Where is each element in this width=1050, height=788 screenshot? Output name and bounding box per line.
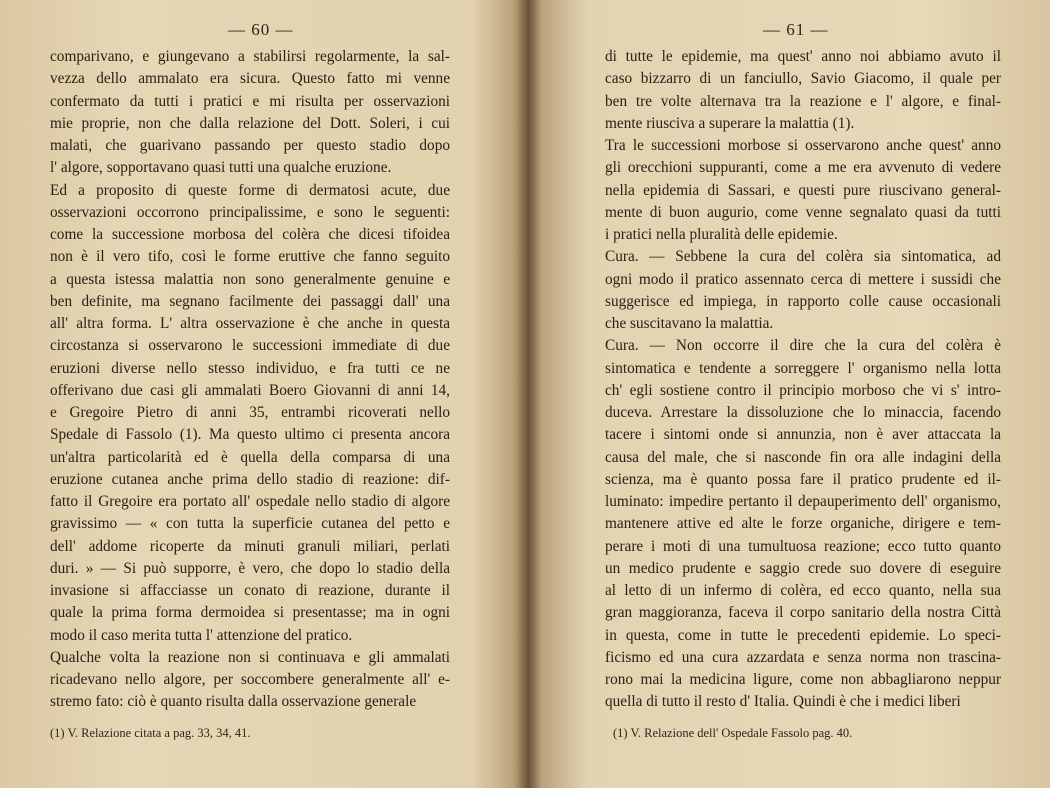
text-line: eruzione cutanea anche prima dello stadio di reazione: dif-	[50, 470, 450, 488]
text-line: gravissimo — « con tutta la superficie cutanea del petto e	[50, 515, 450, 533]
text-line: confermato da tutti i pratici e mi risulta per osservazioni	[50, 92, 450, 110]
text-line: suggerisce ed impiega, in rapporto colle cause occasionali	[605, 292, 1001, 310]
text-line: invasione si affacciasse un conato di reazione, durante il	[50, 582, 450, 599]
text-line: di tutte le epidemie, ma quest' anno noi abbiamo avuto il	[605, 48, 1001, 65]
text-line: al letto di un infermo di colèra, ed ecco quanto, nella sua	[605, 582, 1001, 599]
text-line: stremo fato: ciò è quanto risulta dalla osservazione generale	[50, 693, 417, 711]
text-line: duri. » — Si può supporre, è vero, che dopo lo stadio della	[50, 559, 450, 577]
left-page	[0, 0, 523, 788]
text-line: mie proprie, non che dalla relazione del Dott. Soleri, i cui	[50, 114, 450, 132]
right-page	[535, 0, 1050, 788]
text-line: Ed a proposito di queste forme di dermatosi acute, due	[50, 181, 450, 199]
text-line: duceva. Arrestare la dissoluzione che lo minaccia, facendo	[605, 404, 1001, 421]
text-line: caso bizzarro di un fanciullo, Savio Giacomo, il quale per	[605, 70, 1001, 88]
text-line: eruzioni diverse nello stesso individuo, e fra tutti ce ne	[50, 359, 450, 377]
text-line: sintomatica e tendente a sorreggere l' organismo nella lotta	[605, 359, 1001, 377]
text-line: ogni modo il pratico assennato cerca di mettere i sussidi che	[605, 270, 1001, 288]
text-line: non è il vero tifo, così le forme eruttive che fanno seguito	[50, 248, 450, 266]
text-line: Qualche volta la reazione non si continuava e gli ammalati	[50, 648, 450, 666]
text-line: quella di tutto il resto d' Italia. Quindi è che i medici liberi	[605, 693, 961, 711]
text-line: ficismo ed una cura azzardata e senza norma non trascina-	[605, 648, 1001, 666]
text-line: un medico prudente e saggio crede suo dovere di eseguire	[605, 559, 1001, 577]
text-line: Cura. — Sebbene la cura del colèra sia sintomatica, ad	[605, 248, 1001, 266]
text-line: comparivano, e giungevano a stabilirsi regolarmente, la sal-	[50, 48, 450, 65]
text-line: in questa, come in tutte le precedenti epidemie. Lo speci-	[605, 626, 1001, 644]
text-line: offerivano due casi gli ammalati Boero Giovanni di anni 14,	[50, 381, 450, 399]
text-line: fatto il Gregoire era portato all' ospedale nello stadio di algore	[50, 493, 450, 510]
text-line: a questa istessa malattia non sono generalmente genuine e	[50, 270, 450, 288]
text-line: causa del male, che si nasconde fin ora alle indagini della	[605, 448, 1001, 466]
text-line: e Gregoire Pietro di anni 35, entrambi ricoverati nello	[50, 404, 450, 421]
page-body	[605, 46, 1001, 714]
text-line: mente riusciva a superare la malattia (1).	[605, 114, 855, 132]
text-line: vezza dello ammalato era sicura. Questo fatto mi venne	[50, 70, 450, 88]
page-body	[50, 46, 450, 714]
page-number: — 60 —	[228, 20, 294, 39]
text-line: che suscitavano la malattia.	[605, 315, 774, 332]
text-line: quale la prima forma dermoidea si presentasse; ma in ogni	[50, 604, 450, 622]
text-line: rono mai la medicina ligure, come non abbagliarono neppur	[605, 671, 1001, 688]
footnote: (1) V. Relazione citata a pag. 33, 34, 41.	[50, 726, 251, 740]
text-line: dell' addome ricoperte da minuti granuli miliari, perlati	[50, 537, 450, 555]
text-line: un'altra particolarità ed è quella della comparsa di una	[50, 448, 450, 466]
text-line: Spedale di Fassolo (1). Ma questo ultimo ci presenta ancora	[50, 426, 450, 444]
text-line: ben tre volte alternava tra la reazione e l' algore, e final-	[605, 92, 1001, 110]
text-line: mantenere attive ed alte le forze organiche, dirigere e tem-	[605, 515, 1001, 533]
text-line: mente di buon augurio, come venne segnalato quasi da tutti	[605, 203, 1001, 221]
text-line: malati, che guarivano passando per questo stadio dopo	[50, 137, 450, 154]
text-line: i pratici nella pluralità delle epidemie.	[605, 226, 838, 243]
text-line: Cura. — Non occorre il dire che la cura del colèra è	[605, 337, 1001, 355]
page-number: — 61 —	[763, 20, 829, 39]
text-line: tacere i sintomi onde si annunzia, non è aver attaccata la	[605, 426, 1001, 444]
text-line: ben definite, ma segnano facilmente dei passaggi dall' una	[50, 292, 450, 310]
footnote: (1) V. Relazione dell' Ospedale Fassolo pag. 40.	[613, 726, 853, 740]
text-line: gran maggioranza, faceva il corpo sanitario della nostra Città	[605, 604, 1001, 622]
text-line: gli orecchioni suppuranti, come a me era avvenuto di vedere	[605, 159, 1001, 177]
text-line: ricadevano nello algore, per soccombere generalmente all' e-	[50, 671, 450, 688]
text-line: come la successione morbosa del colèra che dicesi tifoidea	[50, 226, 450, 243]
text-line: l' algore, sopportavano quasi tutti una qualche eruzione.	[50, 159, 392, 177]
text-line: all' altra forma. L' altra osservazione è che anche in questa	[50, 315, 450, 332]
text-line: osservazioni occorrono principalissime, e sono le seguenti:	[50, 203, 450, 221]
text-line: modo il caso merita tutta l' attenzione del pratico.	[50, 626, 353, 644]
text-line: Tra le successioni morbose si osservarono anche quest' anno	[605, 137, 1001, 154]
text-line: perare i moti di una tumultuosa reazione; ecco tutto quanto	[605, 537, 1001, 555]
text-line: ch' egli sostiene contro il principio morboso che vi s' intro-	[605, 381, 1001, 399]
text-line: scienza, ma è quanto possa fare il pratico prudente ed il-	[605, 470, 1001, 488]
text-line: nella epidemia di Sassari, e questi pure riuscivano general-	[605, 181, 1001, 199]
text-line: circostanza si osservarono le successioni immediate di due	[50, 337, 450, 355]
text-line: luminato: impedire pertanto il depauperimento dell' organismo,	[605, 493, 1001, 510]
